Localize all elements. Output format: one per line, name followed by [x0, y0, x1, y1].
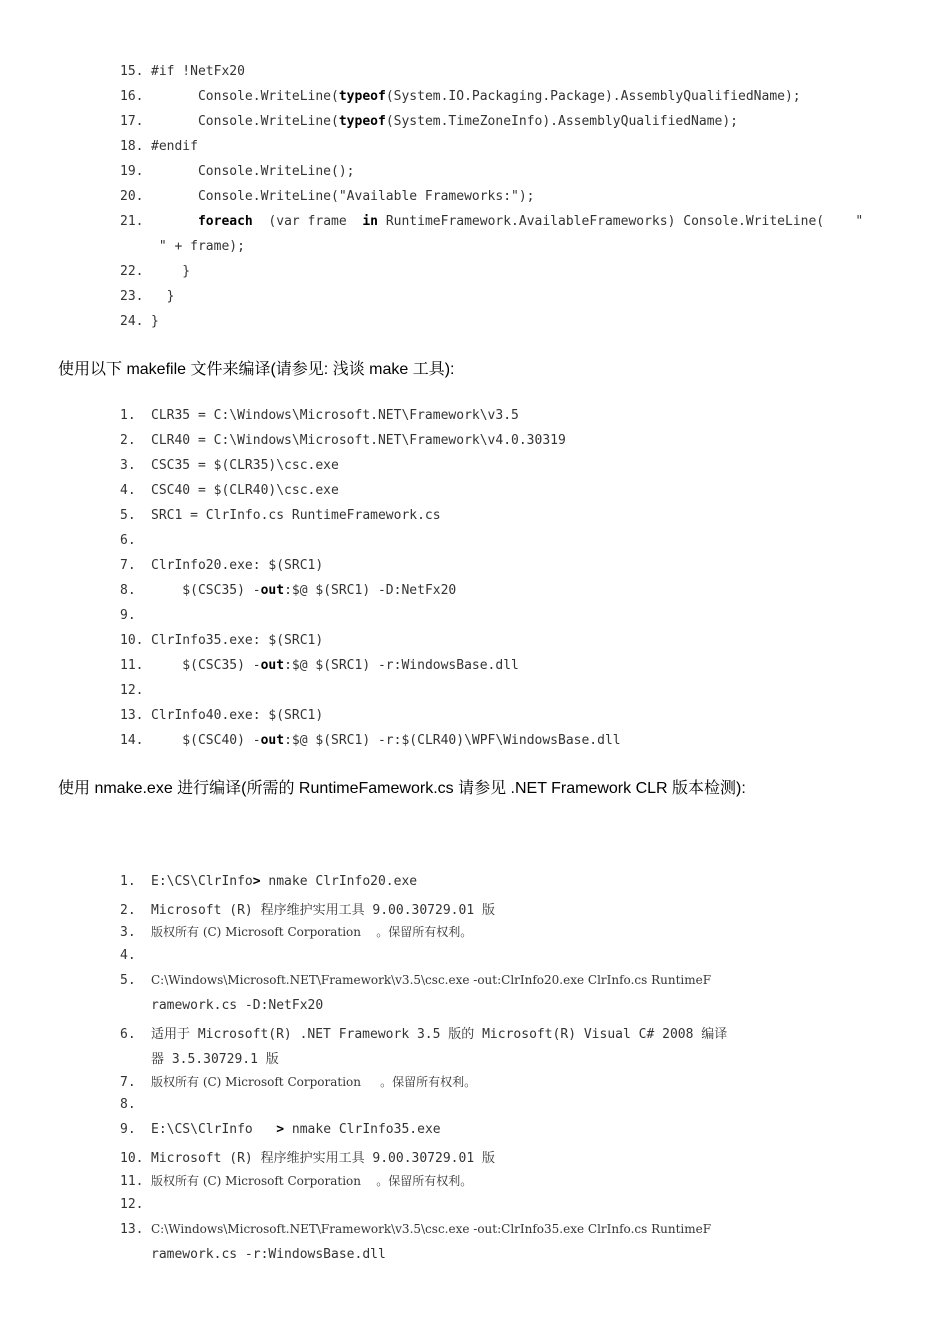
- paragraph-makefile-intro: 使用以下 makefile 文件来编译(请参见: 浅谈 make 工具):: [58, 361, 455, 378]
- code-line: 6. 适用于 Microsoft(R) .NET Framework 3.5 版的 Microsoft(R) Visual C# 2008 编译: [120, 1027, 728, 1042]
- code-line: 12.: [120, 1197, 144, 1212]
- code-line: 6.: [120, 533, 136, 548]
- code-line: 23. }: [120, 289, 175, 304]
- code-line: 21. foreach (var frame in RuntimeFramework.AvailableFrameworks) Console.WriteLine( ": [120, 214, 864, 229]
- code-line: 10. Microsoft (R) 程序维护实用工具 9.00.30729.01 版: [120, 1151, 495, 1166]
- code-line: 2. Microsoft (R) 程序维护实用工具 9.00.30729.01 版: [120, 903, 495, 918]
- code-line: 7. 版权所有 (C) Microsoft Corporation 。保留所有权利。: [120, 1075, 477, 1090]
- code-line: 16. Console.WriteLine(typeof(System.IO.Packaging.Package).AssemblyQualifiedName);: [120, 89, 801, 104]
- code-line: 1. CLR35 = C:\Windows\Microsoft.NET\Framework\v3.5: [120, 408, 519, 423]
- code-line: 8. $(CSC35) -out:$@ $(SRC1) -D:NetFx20: [120, 583, 457, 598]
- code-line: 15. #if !NetFx20: [120, 64, 245, 79]
- code-line: 1. E:\CS\ClrInfo> nmake ClrInfo20.exe: [120, 874, 418, 889]
- code-line: 22. }: [120, 264, 191, 279]
- code-line: 9. E:\CS\ClrInfo > nmake ClrInfo35.exe: [120, 1122, 441, 1137]
- code-line: 3. 版权所有 (C) Microsoft Corporation 。保留所有权利。: [120, 925, 473, 940]
- code-line: 4. CSC40 = $(CLR40)\csc.exe: [120, 483, 339, 498]
- code-line: 3. CSC35 = $(CLR35)\csc.exe: [120, 458, 339, 473]
- code-line: 9.: [120, 608, 136, 623]
- code-line: 19. Console.WriteLine();: [120, 164, 355, 179]
- code-line: 11. 版权所有 (C) Microsoft Corporation 。保留所有权利。: [120, 1174, 473, 1189]
- code-line: 18. #endif: [120, 139, 198, 154]
- code-line: 13. C:\Windows\Microsoft.NET\Framework\v3.5\csc.exe -out:ClrInfo35.exe ClrInfo.cs RuntimeF: [120, 1222, 712, 1237]
- paragraph-nmake-intro: 使用 nmake.exe 进行编译(所需的 RuntimeFamework.cs 请参见 .NET Framework CLR 版本检测):: [58, 780, 746, 797]
- code-line: 20. Console.WriteLine("Available Frameworks:");: [120, 189, 535, 204]
- code-line: 5. SRC1 = ClrInfo.cs RuntimeFramework.cs: [120, 508, 441, 523]
- code-line: 13. ClrInfo40.exe: $(SRC1): [120, 708, 324, 723]
- code-line-continuation: ramework.cs -r:WindowsBase.dll: [151, 1247, 386, 1262]
- code-line: 17. Console.WriteLine(typeof(System.TimeZoneInfo).AssemblyQualifiedName);: [120, 114, 739, 129]
- code-line: 12.: [120, 683, 144, 698]
- code-line-continuation: " + frame);: [151, 239, 245, 254]
- code-line: 10. ClrInfo35.exe: $(SRC1): [120, 633, 324, 648]
- code-line: 5. C:\Windows\Microsoft.NET\Framework\v3.5\csc.exe -out:ClrInfo20.exe ClrInfo.cs RuntimeF: [120, 973, 712, 988]
- code-line: 2. CLR40 = C:\Windows\Microsoft.NET\Framework\v4.0.30319: [120, 433, 566, 448]
- code-line-continuation: 器 3.5.30729.1 版: [151, 1052, 279, 1067]
- code-line: 14. $(CSC40) -out:$@ $(SRC1) -r:$(CLR40)\WPF\WindowsBase.dll: [120, 733, 621, 748]
- code-line: 4.: [120, 948, 136, 963]
- code-line-continuation: ramework.cs -D:NetFx20: [151, 998, 324, 1013]
- code-line: 24. }: [120, 314, 159, 329]
- code-line: 7. ClrInfo20.exe: $(SRC1): [120, 558, 324, 573]
- code-line: 11. $(CSC35) -out:$@ $(SRC1) -r:WindowsBase.dll: [120, 658, 519, 673]
- code-line: 8.: [120, 1097, 136, 1112]
